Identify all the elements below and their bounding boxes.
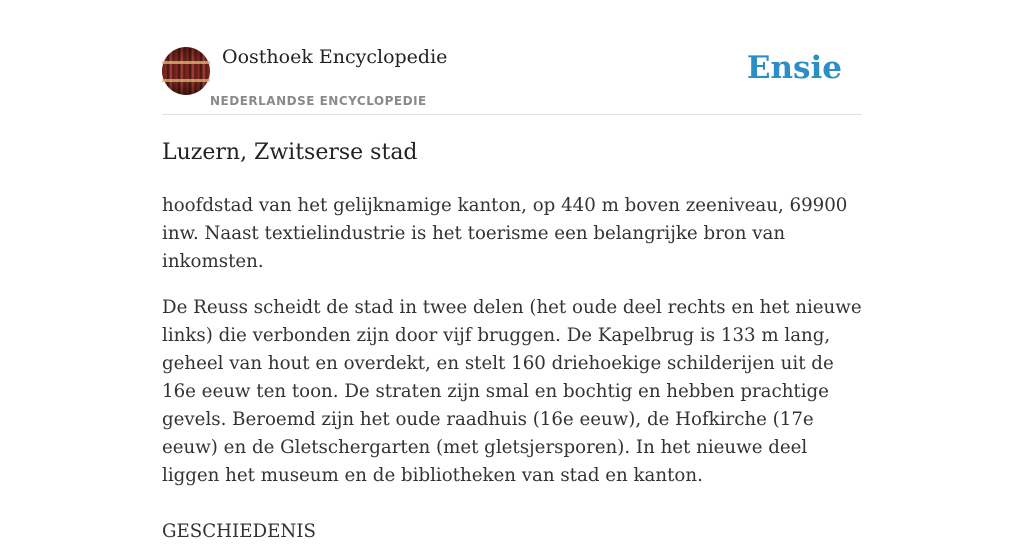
book-spine-band (162, 79, 210, 82)
article-paragraph: De Reuss scheidt de stad in twee delen (het oude deel rechts en het nieuwe links) die verbonden zijn door vijf bruggen. De Kapelbrug is 133 m lang, geheel van hout en overdekt, en stelt 160 driehoekige schilderijen uit de 16e eeuw ten toon. De straten zijn smal en bochtig en hebben prachtige gevels. Beroemd zijn het oude raadhuis (16e eeuw), de Hofkirche (17e eeuw) en de Gletschergarten (met gletsjersporen). In het nieuwe deel liggen het museum en de bibliotheken van stad en kanton. (162, 297, 862, 486)
article-title: Luzern, Zwitserse stad (162, 140, 418, 165)
section-heading: GESCHIEDENIS (162, 521, 316, 542)
site-subtitle: NEDERLANDSE ENCYCLOPEDIE (210, 94, 427, 108)
encyclopedia-books-avatar[interactable] (162, 47, 210, 95)
article-body (162, 192, 862, 546)
ensie-logo-link[interactable]: Ensie (746, 50, 842, 86)
site-name-link[interactable]: Oosthoek Encyclopedie (222, 46, 448, 68)
site-header (162, 44, 862, 115)
book-spine-band (162, 61, 210, 64)
article-paragraph: hoofdstad van het gelijknamige kanton, op 440 m boven zeeniveau, 69900 inw. Naast textielindustrie is het toerisme een belangrijke bron van inkomsten. (162, 195, 848, 272)
